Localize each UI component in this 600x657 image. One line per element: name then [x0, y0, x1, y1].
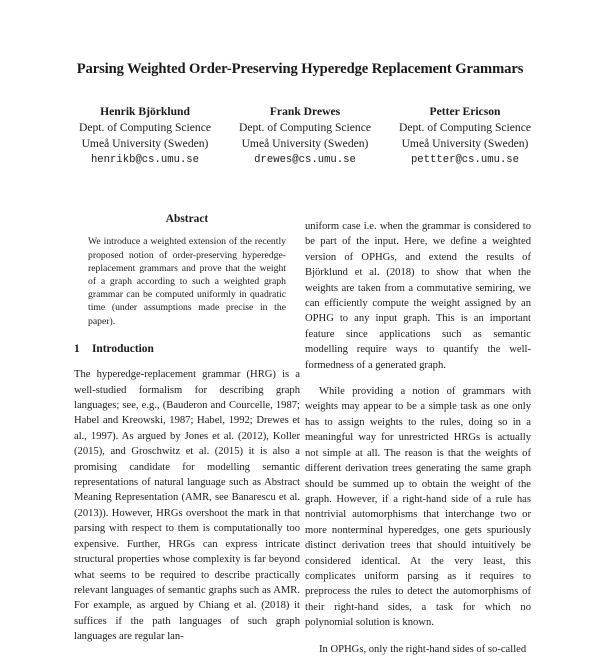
author-email: pettter@cs.umu.se — [410, 154, 520, 166]
author-name: Petter Ericson — [429, 105, 501, 118]
author-2 — [230, 104, 380, 168]
right-column — [305, 219, 531, 657]
abstract-text: We introduce a weighted extension of the recently proposed notion of order-preserving hyperedge-replacement grammars and prove that the weight of a graph according to such a weighted graph grammar can be computed uniformly in quadratic time (under assumptions made precise in the paper). — [88, 236, 286, 327]
author-3 — [390, 104, 540, 168]
author-name: Henrik Björklund — [100, 105, 190, 118]
right-paragraph-1: uniform case i.e. when the grammar is considered to be part of the input. Here, we define a weighted version of OPHGs, and extend the results of Björklund et al. (2018) to show that when the weights are taken from a commutative semiring, we can efficiently compute the weight assigned by an OPHG to any input graph. This is an important feature since applications such as semantic modelling require ways to quantify the well-formedness of a generated graph. — [305, 221, 531, 371]
author-institution: Umeå University (Sweden) — [241, 137, 369, 150]
author-affiliation: Dept. of Computing Science — [398, 121, 531, 134]
abstract-heading: Abstract — [165, 213, 209, 225]
author-affiliation: Dept. of Computing Science — [238, 121, 371, 134]
section-title: Introduction — [92, 342, 154, 355]
author-institution: Umeå University (Sweden) — [81, 137, 209, 150]
paper-title: Parsing Weighted Order-Preserving Hyperedge Replacement Grammars — [76, 61, 524, 77]
right-paragraph-3: In OPHGs, only the right-hand sides of so-called — [319, 643, 527, 655]
section-number: 1 — [74, 342, 80, 355]
author-institution: Umeå University (Sweden) — [401, 137, 529, 150]
author-affiliation: Dept. of Computing Science — [78, 121, 211, 134]
section-heading-introduction — [74, 342, 300, 357]
author-email: drewes@cs.umu.se — [254, 154, 356, 166]
right-paragraph-2: While providing a notion of grammars with weights may appear to be a simple task as one only has to assign weights to the rules, doing so in a meaningful way for unrestricted HRGs is actually not simple at all. The reason is that the weights of different derivation trees generating the same graph should be summed up to obtain the weight of the graph. However, if a right-hand side of a rule has nontrivial automorphisms that interchange two or more nonterminal hyperedges, one gets spuriously distinct derivation trees that should intuitively be considered identical. At the very least, this complicates uniform parsing as it requires to preprocess the rules to detect the automorphisms of their right-hand sides, a task for which no polynomial solution is known. — [305, 386, 531, 629]
author-block — [70, 104, 540, 168]
intro-paragraph-1: The hyperedge-replacement grammar (HRG) is a well-studied formalism for describing graph languages; see, e.g., (Bauderon and Courcelle, 1987; Habel and Kreowski, 1987; Habel, 1992; Drewes et al., 1997). As argued by Jones et al. (2012), Koller (2015), and Groschwitz et al. (2015) it is also a promising candidate for modelling semantic representations of natural language such as Abstract Meaning Representation (AMR, see Banarescu et al. (2013)). However, HRGs overshoot the mark in that parsing with respect to them is computationally too expensive. Further, HRGs can express intricate structural properties whose complexity is far beyond what seems to be required to describe practically relevant languages of semantic graphs such as AMR. For example, as argued by Chiang et al. (2018) it suffices if the path languages of such graph languages are regular lan- — [74, 369, 300, 643]
author-email: henrikb@cs.umu.se — [90, 154, 200, 166]
left-column — [74, 212, 300, 645]
author-1 — [70, 104, 220, 168]
author-name: Frank Drewes — [269, 105, 341, 118]
